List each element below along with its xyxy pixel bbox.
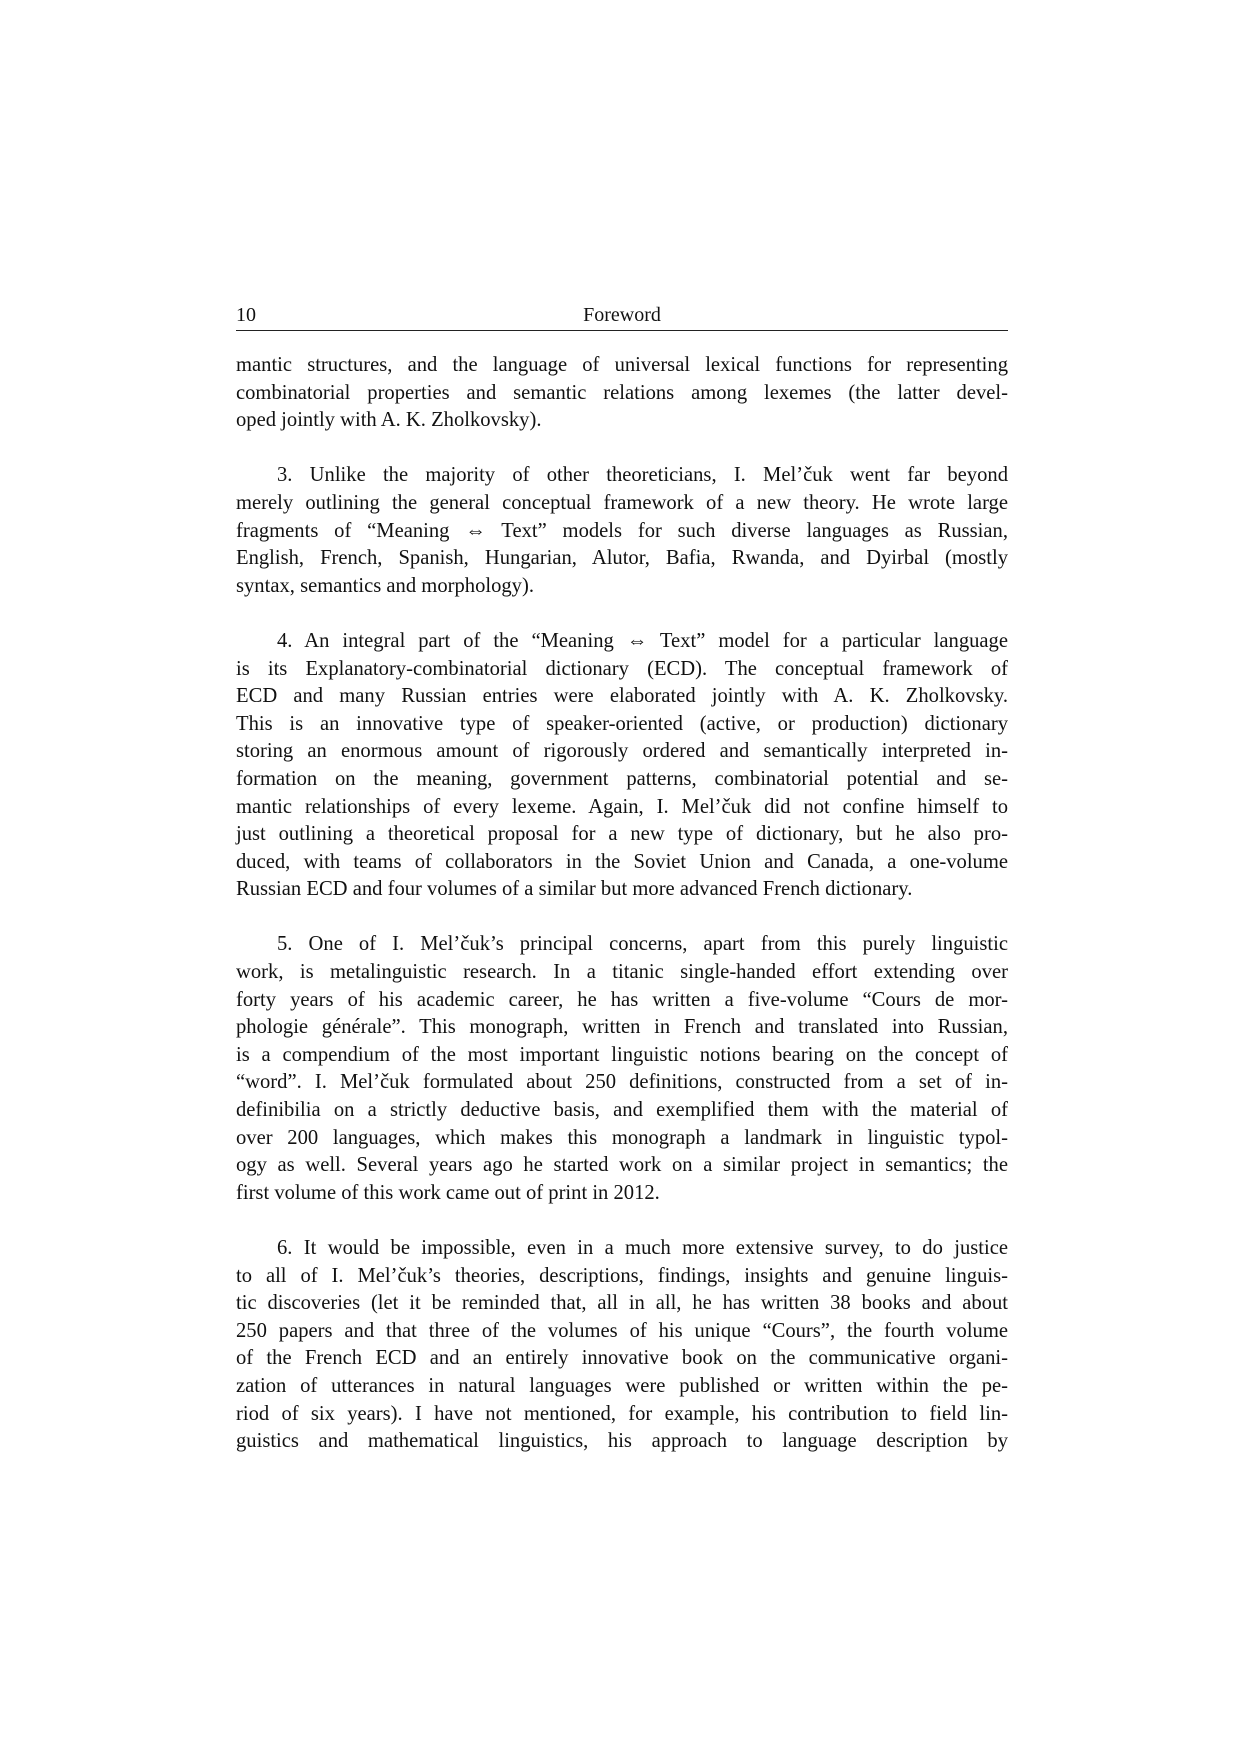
text-line: formation on the meaning, government patterns, combinatorial potential and se- — [236, 767, 1008, 790]
text-line: oped jointly with A. K. Zholkovsky). — [236, 409, 542, 432]
text-line: work, is metalinguistic research. In a titanic single-handed effort extending over — [236, 961, 1008, 984]
text-line: just outlining a theoretical proposal for a new type of dictionary, but he also pro- — [236, 823, 1008, 846]
text-line: mantic relationships of every lexeme. Again, I. Mel’čuk did not confine himself to — [236, 795, 1008, 818]
body-text — [236, 352, 1008, 1456]
text-line: 250 papers and that three of the volumes of his unique “Cours”, the fourth volume — [236, 1319, 1008, 1342]
text-line: 4. An integral part of the “Meaning ⇔ Text” model for a particular language — [277, 629, 1008, 652]
text-line: to all of I. Mel’čuk’s theories, descriptions, findings, insights and genuine linguis- — [236, 1264, 1008, 1287]
text-line: is its Explanatory-combinatorial dictionary (ECD). The conceptual framework of — [236, 657, 1008, 680]
text-line: riod of six years). I have not mentioned, for example, his contribution to field lin- — [236, 1402, 1008, 1425]
text-line: “word”. I. Mel’čuk formulated about 250 definitions, constructed from a set of in- — [236, 1071, 1008, 1094]
text-line: tic discoveries (let it be reminded that, all in all, he has written 38 books and about — [236, 1292, 1008, 1315]
text-line: definibilia on a strictly deductive basis, and exemplified them with the material of — [236, 1099, 1008, 1122]
text-line: ogy as well. Several years ago he started work on a similar project in semantics; the — [236, 1154, 1008, 1177]
text-line: guistics and mathematical linguistics, his approach to language description by — [236, 1430, 1008, 1453]
text-line: 5. One of I. Mel’čuk’s principal concerns, apart from this purely linguistic — [277, 933, 1008, 956]
text-line: of the French ECD and an entirely innovative book on the communicative organi- — [236, 1347, 1008, 1370]
page — [236, 300, 1008, 1456]
paragraph — [236, 931, 1008, 1207]
text-line: storing an enormous amount of rigorously ordered and semantically interpreted in- — [236, 740, 1008, 763]
text-line: phologie générale”. This monograph, written in French and translated into Russian, — [236, 1016, 1008, 1039]
text-line: syntax, semantics and morphology). — [236, 574, 534, 597]
text-line: 3. Unlike the majority of other theoreticians, I. Mel’čuk went far beyond — [277, 464, 1008, 487]
text-line: forty years of his academic career, he has written a five-volume “Cours de mor- — [236, 988, 1008, 1011]
text-line: 6. It would be impossible, even in a much more extensive survey, to do justice — [277, 1237, 1008, 1259]
paragraph — [236, 1235, 1008, 1456]
text-line: merely outlining the general conceptual framework of a new theory. He wrote large — [236, 491, 1008, 514]
page-number: 10 — [236, 304, 256, 326]
text-line: duced, with teams of collaborators in the Soviet Union and Canada, a one-volume — [236, 850, 1008, 873]
running-header — [236, 300, 1008, 331]
text-line: mantic structures, and the language of universal lexical functions for representing — [236, 354, 1008, 376]
running-title: Foreword — [583, 304, 661, 326]
text-line: ECD and many Russian entries were elaborated jointly with A. K. Zholkovsky. — [236, 685, 1008, 708]
text-line: Russian ECD and four volumes of a similar but more advanced French dictionary. — [236, 878, 913, 901]
text-line: zation of utterances in natural languages were published or written within the pe- — [236, 1374, 1008, 1397]
text-line: combinatorial properties and semantic relations among lexemes (the latter devel- — [236, 381, 1008, 404]
text-line: is a compendium of the most important linguistic notions bearing on the concept of — [236, 1043, 1008, 1066]
text-line: English, French, Spanish, Hungarian, Alutor, Bafia, Rwanda, and Dyirbal (mostly — [236, 547, 1008, 570]
paragraph — [236, 352, 1008, 435]
text-line: fragments of “Meaning ⇔ Text” models for such diverse languages as Russian, — [236, 519, 1008, 542]
text-line: This is an innovative type of speaker-oriented (active, or production) dictionary — [236, 712, 1008, 735]
paragraph — [236, 462, 1008, 600]
paragraph — [236, 628, 1008, 904]
text-line: over 200 languages, which makes this monograph a landmark in linguistic typol- — [236, 1126, 1008, 1149]
text-line: first volume of this work came out of print in 2012. — [236, 1181, 660, 1204]
